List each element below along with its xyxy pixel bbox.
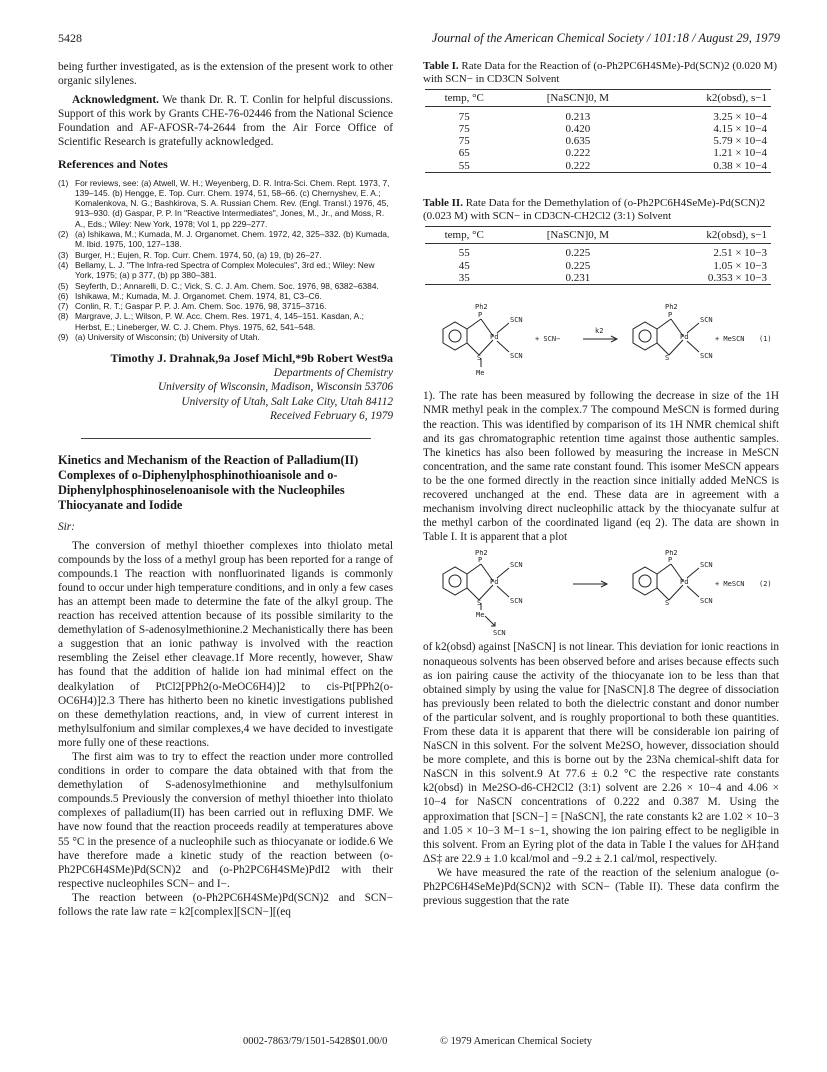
plus-mescn-label: + MeSCN bbox=[715, 335, 745, 344]
acknowledgment bbox=[58, 93, 393, 149]
me-label: Me bbox=[476, 369, 485, 378]
received-date: Received February 6, 1979 bbox=[270, 409, 393, 422]
salutation: Sir: bbox=[58, 520, 75, 533]
scn-label: SCN bbox=[510, 561, 523, 570]
reference-item: (1) For reviews, see: (a) Atwell, W. H.; Weyenberg, D. R. Intra-Sci. Chem. Rept. 1973, 7, 139–145. (b) Hengge, E. Top. Curr. Chem. 1974, 51, 58–66. (c) Chernyshev, E. A.; Komalenkova, N. G.; Bashkirova, S. A. Russian Chem. Rev. (Engl. Transl.) 1976, 45, 913–930. (d) Gaspar, P. P. In "Reactive Intermediates", Jones, M., Jr., and Moss, R. A., Eds.; Wiley: New York, 1978; Vol 1, pp 229–277. bbox=[58, 177, 390, 229]
pd-label: Pd bbox=[680, 333, 689, 342]
table-row: 45 0.225 1.05 × 10−3 bbox=[458, 259, 767, 272]
reference-item: (6) Ishikawa, M.; Kumada, M. J. Organomet. Chem. 1974, 81, C3–C6. bbox=[58, 290, 322, 301]
reference-list bbox=[58, 178, 393, 343]
intro-paragraph: being further investigated, as is the extension of the present work to other organic silylenes. bbox=[58, 61, 393, 88]
page-number: 5428 bbox=[58, 31, 82, 45]
s-label: S bbox=[477, 354, 482, 363]
ph2-label: Ph2 bbox=[475, 303, 488, 312]
body-paragraph: 1). The rate has been measured by following the decrease in size of the 1H NMR methyl peak in the complex.7 The compound MeSCN is formed during the reaction. This was identified by comparison of its 1H NMR chemical shift and its gas chromatographic retention time against those authentic samples. The kinetics has also been followed by measuring the increase in MeSCN concentration, and the same rate constant found. This isomer MeSCN appears to be the one formed directly in the reaction since initially added MeNCS is recovered unchanged at the end. These data are in agreement with a mechanism involving direct nucleophilic attack by the thiocyanate sulfur at the methyl carbon of the coordinated ligand (eq 2). The data are shown in Table I. It is apparent that a plot bbox=[423, 390, 779, 544]
affiliation-line: University of Utah, Salt Lake City, Utah 84112 bbox=[181, 395, 393, 408]
p-label: P bbox=[478, 311, 483, 320]
plus-scn-label: + SCN− bbox=[535, 335, 561, 344]
table-row: 75 0.420 4.15 × 10−4 bbox=[458, 122, 767, 135]
footer-copyright: © 1979 American Chemical Society bbox=[440, 1036, 593, 1047]
scheme1-drawing bbox=[423, 299, 779, 385]
reference-item: (3) Burger, H.; Eujen, R. Top. Curr. Chem. 1974, 50, (a) 19, (b) 26–27. bbox=[58, 249, 322, 260]
footer-code: 0002-7863/79/1501-5428$01.00/0 bbox=[243, 1036, 388, 1047]
eq2-number: (2) bbox=[759, 580, 772, 589]
reference-item: (9) (a) University of Wisconsin; (b) University of Utah. bbox=[58, 332, 260, 343]
affiliation-line: Departments of Chemistry bbox=[273, 367, 393, 380]
scn-label: SCN bbox=[493, 629, 506, 637]
pd-label: Pd bbox=[680, 578, 689, 587]
scn-label: SCN bbox=[700, 597, 713, 606]
section-divider bbox=[81, 438, 371, 439]
s-label: S bbox=[665, 354, 670, 363]
reference-item: (5) Seyferth, D.; Annarelli, D. C.; Vick, S. C. J. Am. Chem. Soc. 1976, 98, 6382–6384. bbox=[58, 280, 379, 291]
acknowledgment-text: We thank Dr. R. T. Conlin for helpful discussions. Support of this work by Grants CHE-76-02446 from the National Science Foundation and AF-AFOSR-74-2644 from the Air Force Office of Scientific Research is gratefully acknowledged. bbox=[58, 94, 393, 149]
table-row: 75 0.635 5.79 × 10−4 bbox=[458, 135, 767, 148]
reference-item: (4) Bellamy, L. J. "The Infra-red Spectra of Complex Molecules", 3rd ed.; Wiley: New York, 1975; (a) p 377, (b) pp 380–381. bbox=[58, 259, 375, 281]
me-label: Me bbox=[476, 611, 485, 620]
scn-label: SCN bbox=[700, 561, 713, 570]
table-row: 35 0.231 0.353 × 10−3 bbox=[425, 272, 771, 285]
reaction-scheme-1 bbox=[423, 299, 779, 385]
body-paragraph: of k2(obsd) against [NaSCN] is not linear. This deviation for ionic reactions in nonaqueous solvents has been observed before and arises because effects such as ion pairing cause the activity of the thiocyanate ion to be less than that obtained simply by using the value for [NaSCN].8 The degree of dissociation has previously been related to both the dielectric constant and donor number of the particular solvent, and is roughly proportional to both these quantities. From these data it is apparent that there will be considerable ion pairing of NaSCN in this solvent. For the solvent Me2SO, however, dissociation should be more complete, and this is borne out by the 23Na chemical-shift data for NaSCN in this solvent.9 At 77.6 ± 0.2 °C the respective rate constants k2(obsd) in Me2SO-d6-CH2Cl2 (3:1) solvent are 2.26 × 10−4 and 4.06 × 10−4 for NaSCN concentrations of 0.222 and 0.387 M. Using the approximation that [SCN−] = [NaSCN], the rate constants k2 are 1.02 × 10−3 and 1.05 × 10−3 M−1 s−1, showing the ion pairing effect to be negligible in this solvent. From an Eyring plot of the data in Table I the values for ΔH‡and ΔS‡ are 22.9 ± 1.0 kcal/mol and −9.2 ± 2.1 cal/mol, respectively. bbox=[423, 641, 779, 865]
reaction-scheme-2 bbox=[423, 550, 779, 636]
scn-label: SCN bbox=[700, 352, 713, 361]
ph2-label: Ph2 bbox=[665, 303, 678, 312]
acknowledgment-label: Acknowledgment. bbox=[72, 94, 159, 107]
plus-mescn-label: + MeSCN bbox=[715, 580, 745, 589]
scn-label: SCN bbox=[510, 316, 523, 325]
table-row: 55 0.225 2.51 × 10−3 bbox=[458, 247, 767, 260]
ph2-label: Ph2 bbox=[475, 550, 488, 558]
table-row: 65 0.222 1.21 × 10−4 bbox=[458, 147, 767, 160]
article-title: Kinetics and Mechanism of the Reaction of Palladium(II) Complexes of o-Diphenylphosphinothioanisole and o-Diphenylphosphinoselenoanisole with the Nucleophiles Thiocyanate and Iodide bbox=[58, 452, 359, 512]
references-heading: References and Notes bbox=[58, 156, 168, 171]
scn-label: SCN bbox=[510, 597, 523, 606]
s-label: S bbox=[665, 599, 670, 608]
table2 bbox=[425, 226, 771, 285]
ph2-label: Ph2 bbox=[665, 550, 678, 558]
reference-item: (7) Conlin, R. T.; Gaspar P. P. J. Am. Chem. Soc. 1976, 98, 3715–3716. bbox=[58, 301, 327, 312]
pd-label: Pd bbox=[490, 578, 499, 587]
author-list: Timothy J. Drahnak,9a Josef Michl,*9b Robert West9a bbox=[110, 351, 393, 366]
body-paragraph: The conversion of methyl thioether complexes into thiolato metal compounds by the loss of a methyl group has been reported for a range of compounds.1 The reaction with nonfluorinated ligands is commonly found to occur under high temperature conditions, and in only a few cases has an attempt been made to determine the fate of the alkyl group. The reaction has received attention because of its possible similarity to the demethylation of S-adenosylmethionine.2 Mechanistically there has been a suggestion that an ionic pathway is involved with the reaction resembling the Zeisel ether cleavage.1f More recently, however, Shaw has found that the addition of halide ion had minimal effect on the dealkylation of PtCl2[PPh2(o-MeOC6H4)]2 to cis-Pt[PPh2(o-OC6H4)]2.3 There has hitherto been no kinetic investigations published on these demethylation reactions, and, in view of current interest in methylsulfonium and similar complexes,4 we have decided to investigate more fully one of these reactions. bbox=[58, 539, 393, 749]
journal-header: Journal of the American Chemical Society / 101:18 / August 29, 1979 bbox=[431, 31, 780, 45]
body-paragraph: The reaction between (o-Ph2PC6H4SMe)Pd(SCN)2 and SCN− follows the rate law rate = k2[complex][SCN−][(eq bbox=[58, 891, 393, 919]
left-column bbox=[58, 60, 393, 919]
right-column bbox=[423, 60, 779, 908]
reference-item: (8) Margrave, J. L.; Wilson, P. W. Acc. Chem. Res. 1971, 4, 145–151. Kasdan, A.; Herbst, E.; Lineberger, W. C. J. Chem. Phys. 1975, 62, 541–548. bbox=[58, 311, 364, 332]
p-label: P bbox=[668, 311, 673, 320]
eq1-number: (1) bbox=[759, 335, 772, 344]
body-paragraph: We have measured the rate of the reaction of the selenium analogue (o-Ph2PC6H4SeMe)Pd(SCN)2 with SCN− (Table II). These data confirm the previous suggestion that the rate bbox=[423, 866, 779, 908]
scn-label: SCN bbox=[700, 316, 713, 325]
table1-caption: Table I. Rate Data for the Reaction of (o-Ph2PC6H4SMe)-Pd(SCN)2 (0.020 M) with SCN− in CD3CN Solvent bbox=[423, 60, 778, 85]
table-row: 75 0.213 3.25 × 10−4 bbox=[458, 110, 767, 123]
p-label: P bbox=[478, 556, 483, 565]
s-label: S bbox=[477, 599, 482, 608]
table-header-row: temp, °C [NaSCN]0, M k2(obsd), s−1 bbox=[425, 226, 771, 243]
table-header-row: temp, °C [NaSCN]0, M k2(obsd), s−1 bbox=[425, 90, 771, 107]
table-row: 55 0.222 0.38 × 10−4 bbox=[425, 160, 771, 173]
scn-label: SCN bbox=[510, 352, 523, 361]
scheme2-drawing bbox=[423, 550, 779, 636]
pd-label: Pd bbox=[490, 333, 499, 342]
reference-item: (2) (a) Ishikawa, M.; Kumada, M. J. Organomet. Chem. 1972, 42, 325–332. (b) Kumada, M. Ibid. 1975, 100, 127–138. bbox=[58, 229, 390, 250]
affiliation-line: University of Wisconsin, Madison, Wisconsin 53706 bbox=[157, 381, 393, 394]
k2-label: k2 bbox=[595, 327, 604, 336]
table2-caption: Table II. Rate Data for the Demethylation of (o-Ph2PC6H4SeMe)-Pd(SCN)2 (0.023 M) with SCN− in CD3CN-CH2Cl2 (3:1) Solvent bbox=[423, 196, 766, 222]
body-paragraph: The first aim was to try to effect the reaction under more controlled conditions in order to compare the data obtained with that from the demethylation of S-adenosylmethionine and methylsulfonium compounds.5 Previously the conversion of methyl thioether into thiolato complexes of palladium(II) has been carried out in refluxing DMF. We have now found that the reaction proceeds readily at temperatures above 55 °C in the presence of a nucleophile such as thiocyanate or iodide.6 We have therefore made a kinetic study of the reaction between (o-Ph2PC6H4SMe)Pd(SCN)2 and (o-Ph2PC6H4SMe)PdI2 with their respective nucleophiles SCN− and I−. bbox=[58, 751, 393, 890]
p-label: P bbox=[668, 556, 673, 565]
table1 bbox=[425, 89, 771, 173]
